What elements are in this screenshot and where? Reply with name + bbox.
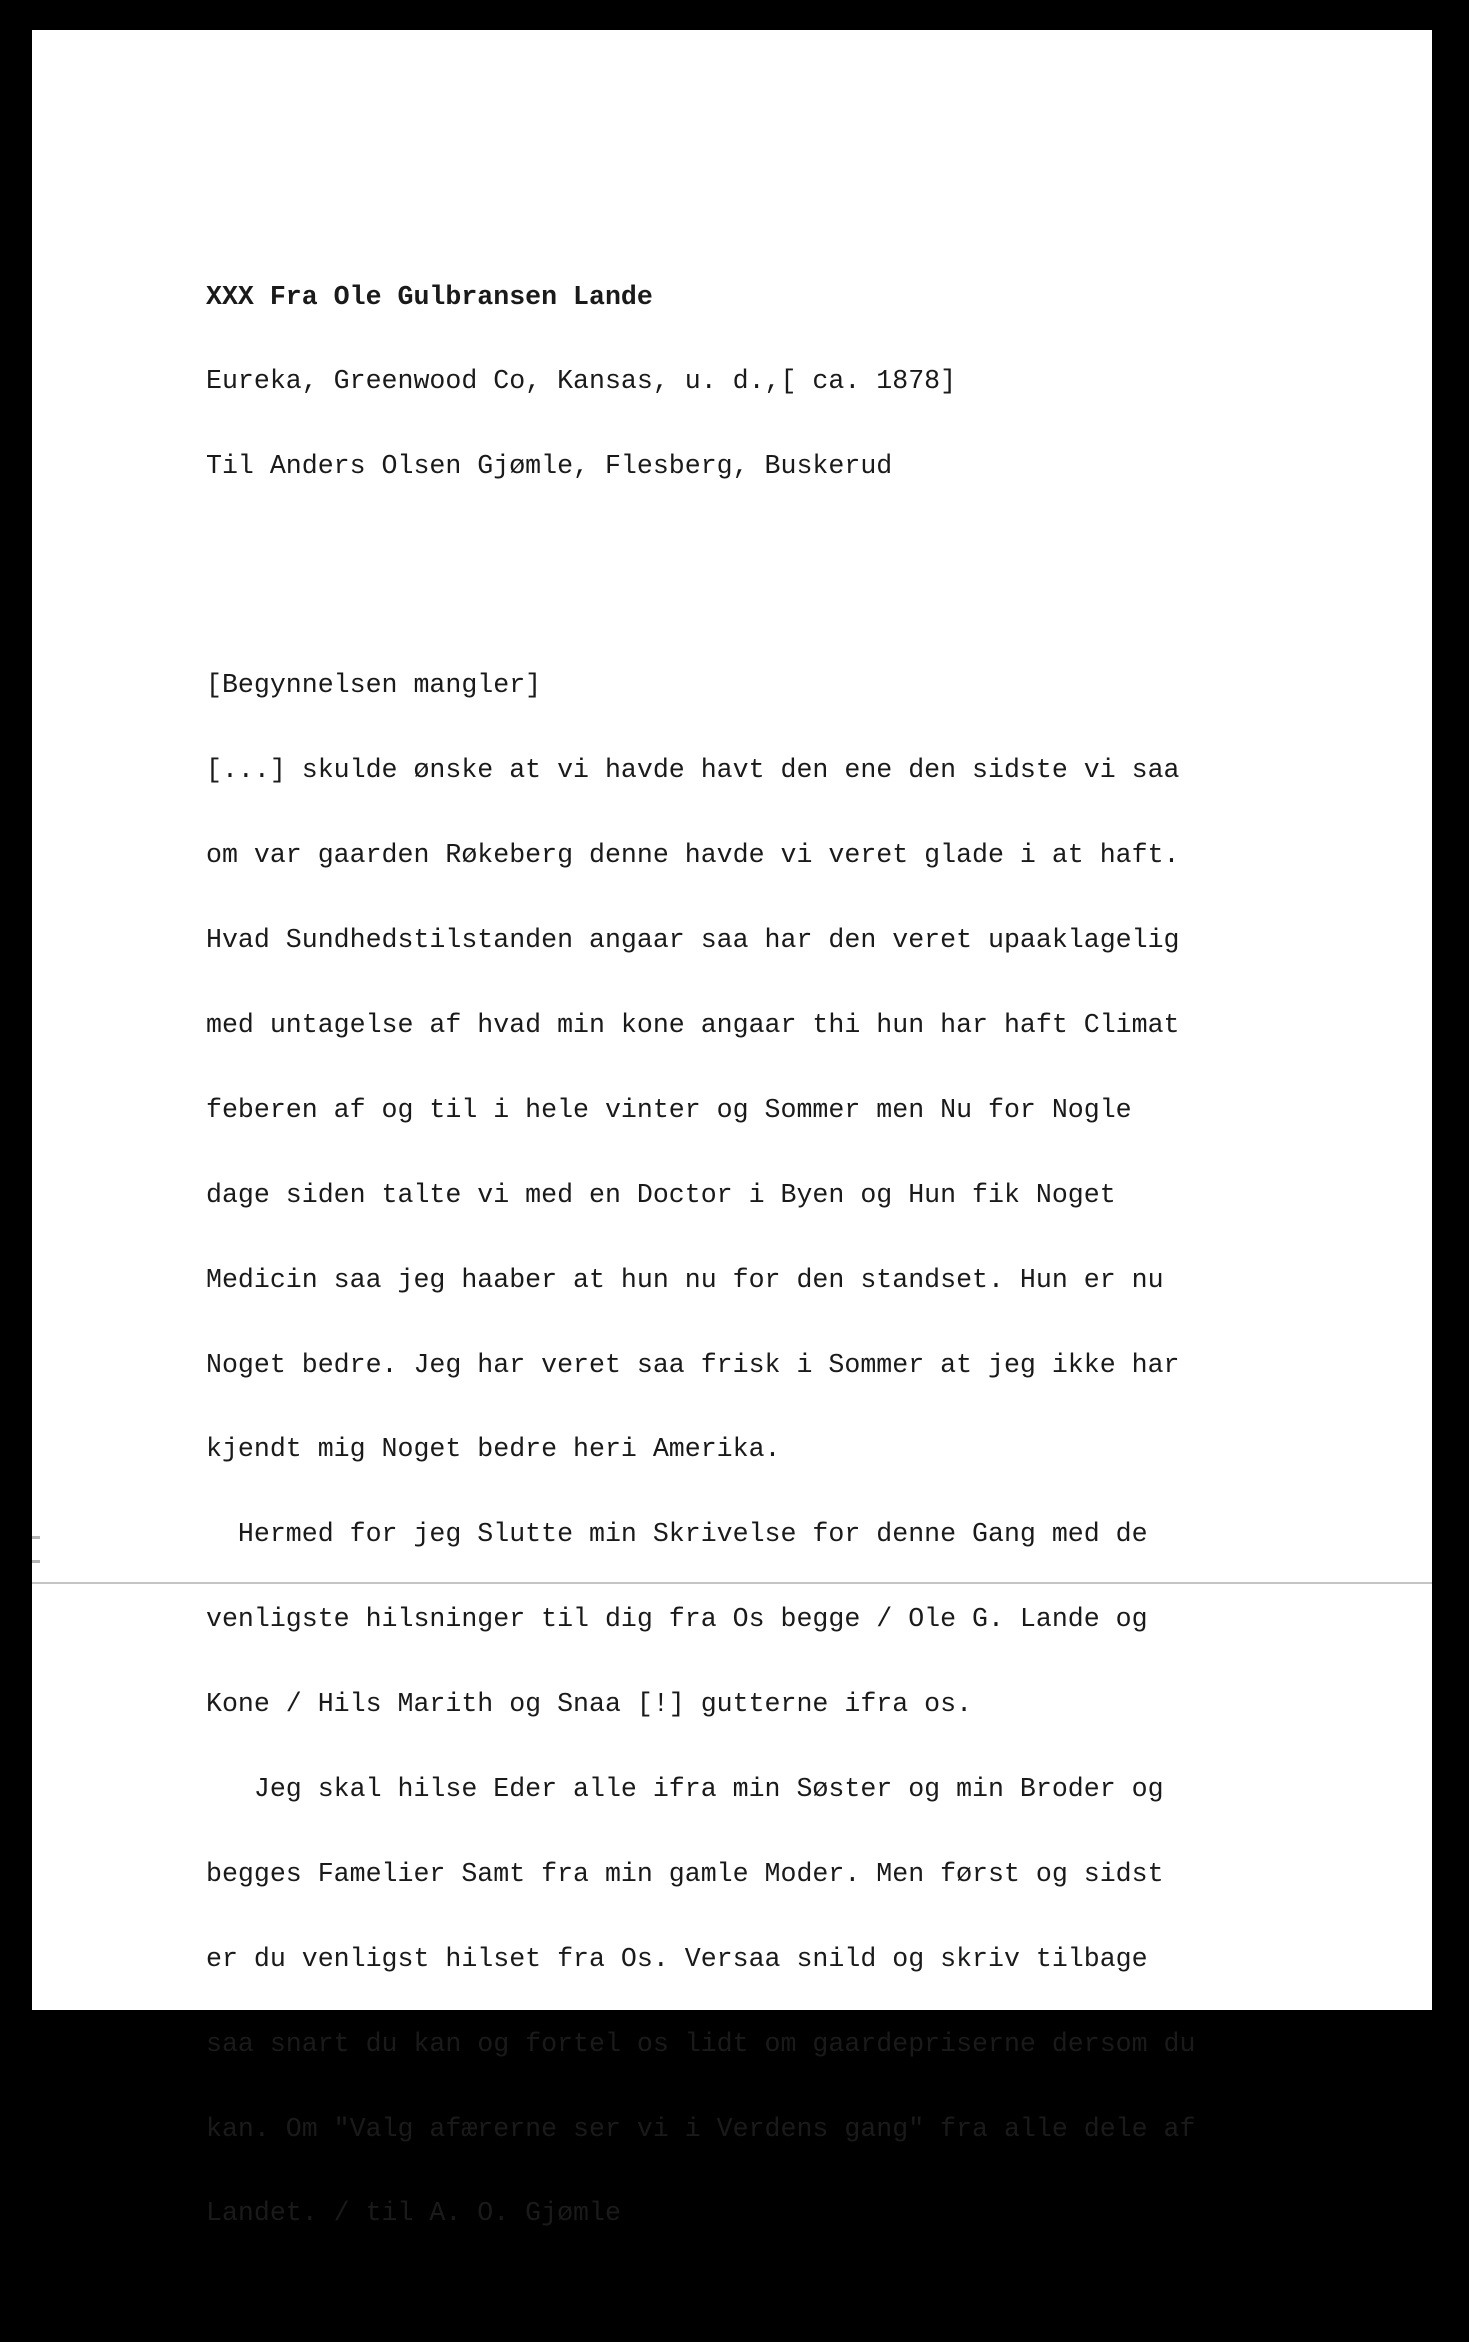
body-line: Hvad Sundhedstilstanden angaar saa har den veret upaaklagelig <box>206 925 1180 956</box>
paragraph-gap <box>206 537 1195 558</box>
body-line: venligste hilsninger til dig fra Os begge / Ole G. Lande og <box>206 1604 1148 1635</box>
body-line: Landet. / til A. O. Gjømle <box>206 2198 621 2229</box>
letter-transcription <box>206 226 1195 2341</box>
body-line: dage siden talte vi med en Doctor i Byen og Hun fik Noget <box>206 1179 1116 1210</box>
paper-sheet <box>32 30 1432 2229</box>
body-line: saa snart du kan og fortel os lidt om gaardepriserne dersom du <box>206 2028 1196 2059</box>
recipient-line: Til Anders Olsen Gjømle, Flesberg, Buskerud <box>206 451 893 482</box>
body-line: feberen af og til i hele vinter og Sommer men Nu for Nogle <box>206 1094 1132 1125</box>
body-line: Medicin saa jeg haaber at hun nu for den standset. Hun er nu <box>206 1264 1164 1295</box>
body-line: kan. Om "Valg afærerne ser vi i Verdens gang" fra alle dele af <box>206 2113 1196 2144</box>
document-title: XXX Fra Ole Gulbransen Lande <box>206 281 653 312</box>
body-line: om var gaarden Røkeberg denne havde vi veret glade i at haft. <box>206 840 1180 871</box>
edge-mark <box>32 1536 40 1539</box>
body-line: Kone / Hils Marith og Snaa [!] gutterne ifra os. <box>206 1689 973 1720</box>
body-line: [Begynnelsen mangler] <box>206 670 542 701</box>
letter-body <box>206 615 1195 2285</box>
body-line: kjendt mig Noget bedre heri Amerika. <box>206 1434 781 1465</box>
edge-mark <box>32 1560 40 1563</box>
place-date-line: Eureka, Greenwood Co, Kansas, u. d.,[ ca. 1878] <box>206 366 957 397</box>
body-line: [...] skulde ønske at vi havde havt den ene den sidste vi saa <box>206 755 1180 786</box>
body-line: Hermed for jeg Slutte min Skrivelse for denne Gang med de <box>206 1519 1148 1550</box>
body-line: er du venligst hilset fra Os. Versaa snild og skriv tilbage <box>206 1943 1148 1974</box>
body-line: begges Famelier Samt fra min gamle Moder. Men først og sidst <box>206 1858 1164 1889</box>
body-line: Noget bedre. Jeg har veret saa frisk i Sommer at jeg ikke har <box>206 1349 1180 1380</box>
body-line: med untagelse af hvad min kone angaar thi hun har haft Climat <box>206 1010 1180 1041</box>
body-line: Jeg skal hilse Eder alle ifra min Søster og min Broder og <box>206 1774 1164 1805</box>
